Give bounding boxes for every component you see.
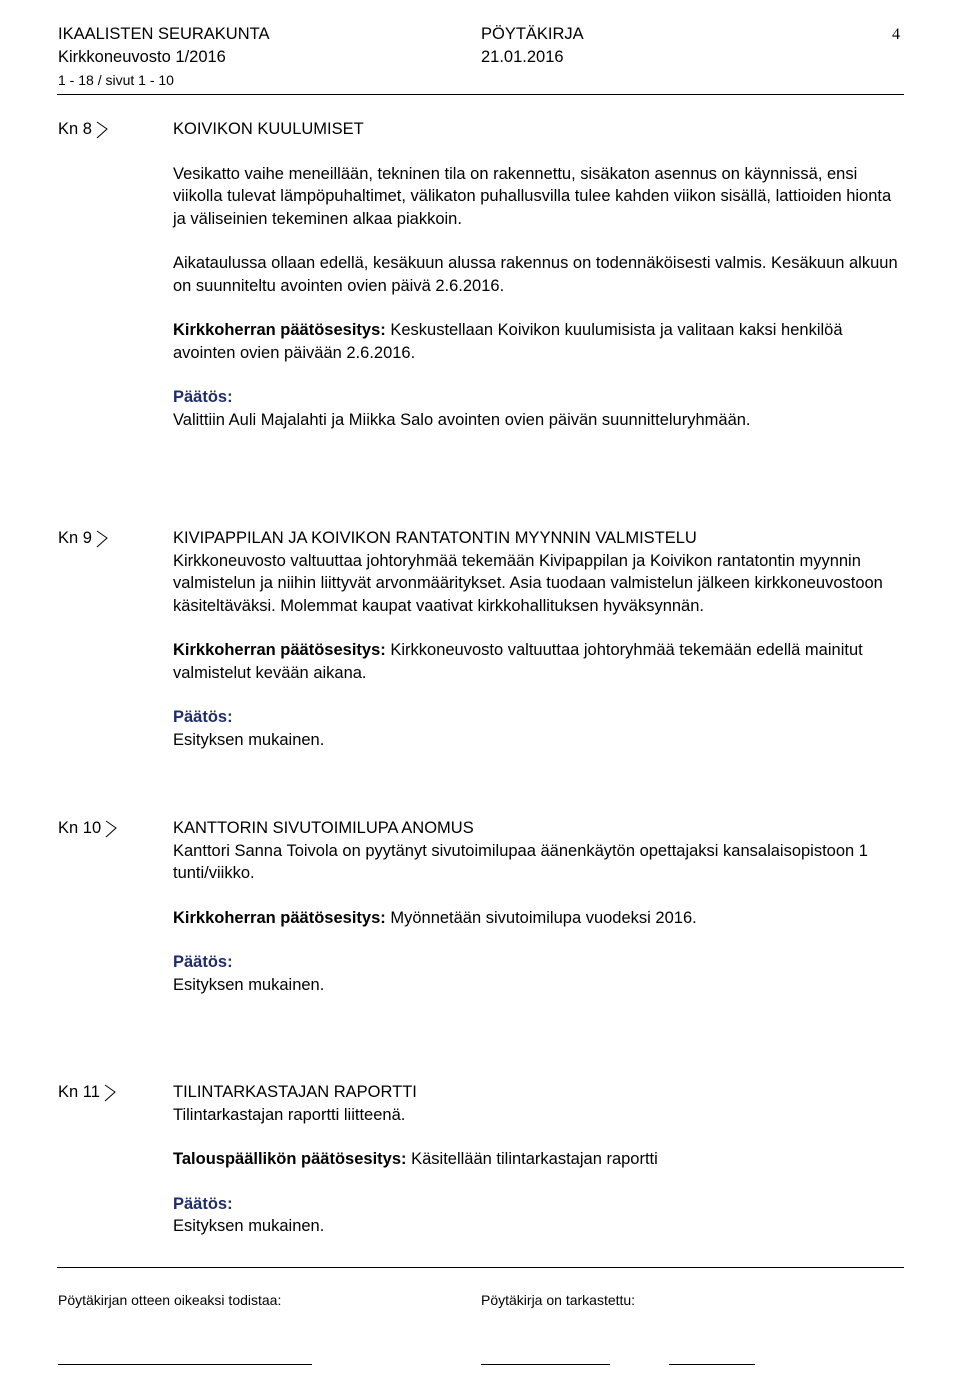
checked-label: Pöytäkirja on tarkastettu:: [481, 1292, 636, 1308]
section-number: [58, 118, 109, 140]
proposal-label: Kirkkoherran päätösesitys:: [173, 321, 386, 339]
signature-line: [481, 1364, 610, 1365]
signature-line: [669, 1364, 755, 1365]
section-kn10: [173, 817, 908, 996]
section-number: [58, 1081, 117, 1103]
proposal: [173, 907, 908, 930]
proposal-text: Keskustellaan Koivikon kuulumisista ja valitaan kaksi henkilöä avointen ovien päivään 2.6.2016.: [173, 321, 843, 362]
decision-label: Päätös:: [173, 1194, 233, 1213]
certify-label: Pöytäkirjan otteen oikeaksi todistaa:: [58, 1292, 282, 1308]
proposal-text: Kirkkoneuvosto valtuuttaa johtoryhmää tekemään edellä mainitut valmistelut kevään aikana.: [173, 641, 863, 682]
section-paragraph: Kirkkoneuvosto valtuuttaa johtoryhmää tekemään Kivipappilan ja Koivikon rantatontin myynnin valmistelun ja niihin liittyvät arvonmääritykset. Asia tuodaan valmistelun jälkeen kirkkoneuvostoon käsiteltäväksi. Molemmat kaupat vaativat kirkkohallituksen hyväksynnän.: [173, 551, 883, 615]
section-number-label: Kn 8: [58, 120, 92, 138]
document-type: PÖYTÄKIRJA: [481, 25, 584, 43]
proposal-label: Talouspäällikön päätösesitys:: [173, 1150, 407, 1168]
proposal-label: Kirkkoherran päätösesitys:: [173, 908, 386, 927]
section-marker-icon: [104, 820, 118, 838]
section-paragraph: Aikataulussa ollaan edellä, kesäkuun alussa rakennus on todennäköisesti valmis. Kesäkuun alkuun on suunniteltu avointen ovien päivä 2.6.2016.: [173, 254, 898, 295]
decision-text: Esityksen mukainen.: [173, 730, 325, 749]
section-paragraph: Vesikatto vaihe meneillään, tekninen tila on rakennettu, sisäkaton asennus on käynnissä, ensi viikolla tulevat lämpöpuhaltimet, välikaton puhallusvilla tulee kahden viikon sisällä, lattioiden hionta ja väliseinien tekeminen alkaa piakkoin.: [173, 164, 892, 228]
proposal: [173, 639, 908, 684]
section-number-label: Kn 11: [58, 1083, 100, 1101]
signature-line: [58, 1364, 312, 1365]
section-number: [58, 527, 109, 549]
meeting-name: Kirkkoneuvosto 1/2016: [58, 48, 226, 66]
organization-name: IKAALISTEN SEURAKUNTA: [58, 25, 270, 43]
decision-label: Päätös:: [173, 708, 233, 726]
meeting-date: 21.01.2016: [481, 48, 564, 66]
proposal-text: Myönnetään sivutoimilupa vuodeksi 2016.: [385, 908, 697, 927]
footer-divider: [57, 1267, 904, 1268]
section-number-label: Kn 9: [58, 529, 92, 547]
section-marker-icon: [95, 530, 109, 548]
section-kn8: [173, 118, 908, 431]
section-kn9: [173, 527, 908, 751]
section-title: KIVIPAPPILAN JA KOIVIKON RANTATONTIN MYYNNIN VALMISTELU: [173, 529, 697, 547]
section-title: TILINTARKASTAJAN RAPORTTI: [173, 1083, 417, 1101]
header-divider: [57, 94, 904, 95]
decision-text: Esityksen mukainen.: [173, 1217, 325, 1235]
proposal-label: Kirkkoherran päätösesitys:: [173, 641, 386, 659]
decision-label: Päätös:: [173, 953, 233, 971]
section-number: [58, 817, 118, 839]
page-number: 4: [892, 26, 900, 43]
proposal: [173, 1148, 908, 1171]
decision-text: Esityksen mukainen.: [173, 975, 325, 994]
proposal: [173, 319, 908, 364]
decision-label: Päätös:: [173, 388, 233, 406]
section-paragraph: Kanttori Sanna Toivola on pyytänyt sivutoimilupaa äänenkäytön opettajaksi kansalaisopistoon 1 tunti/viikko.: [173, 841, 868, 882]
section-marker-icon: [95, 121, 109, 139]
proposal-text: Käsitellään tilintarkastajan raportti: [406, 1150, 658, 1168]
section-title: KOIVIKON KUULUMISET: [173, 120, 364, 138]
page-range: 1 - 18 / sivut 1 - 10: [58, 72, 174, 88]
section-number-label: Kn 10: [58, 819, 102, 837]
section-kn11: [173, 1081, 908, 1238]
section-title: KANTTORIN SIVUTOIMILUPA ANOMUS: [173, 819, 474, 837]
section-marker-icon: [103, 1084, 117, 1102]
section-paragraph: Tilintarkastajan raportti liitteenä.: [173, 1105, 406, 1124]
decision-text: Valittiin Auli Majalahti ja Miikka Salo avointen ovien päivän suunnitteluryhmään.: [173, 410, 751, 429]
